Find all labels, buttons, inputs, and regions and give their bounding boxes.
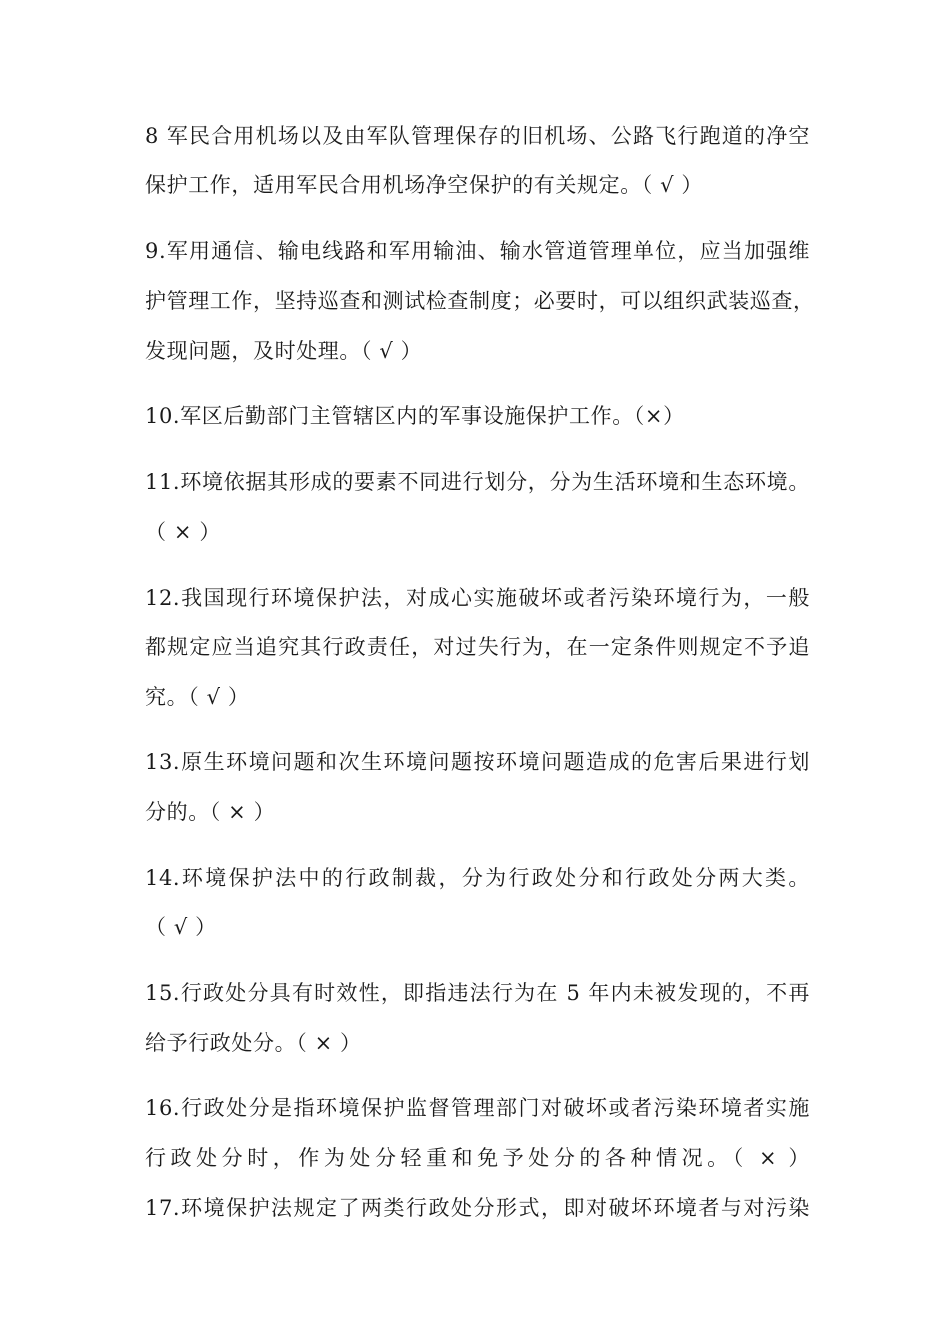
text-line: 17.环境保护法规定了两类行政处分形式，即对破坏环境者与对污染: [145, 1196, 810, 1220]
text-line: 10.军区后勤部门主管辖区内的军事设施保护工作。（×）: [145, 404, 685, 428]
text-line: 12.我国现行环境保护法，对成心实施破坏或者污染环境行为，一般: [145, 586, 810, 610]
text-line: 给予行政处分。（ × ）: [145, 1031, 362, 1055]
text-line: （ √ ）: [145, 915, 217, 939]
text-line: 16.行政处分是指环境保护监督管理部门对破坏或者污染环境者实施: [145, 1096, 810, 1120]
text-line: 发现问题，及时处理。（ √ ）: [145, 339, 423, 363]
text-line: 11.环境依据其形成的要素不同进行划分，分为生活环境和生态环境。: [145, 470, 810, 494]
text-line: 8 军民合用机场以及由军队管理保存的旧机场、公路飞行跑道的净空: [145, 124, 810, 148]
text-line: 保护工作，适用军民合用机场净空保护的有关规定。（ √ ）: [145, 173, 704, 197]
text-line: 分的。（ × ）: [145, 800, 276, 824]
text-line: 15.行政处分具有时效性，即指违法行为在 5 年内未被发现的，不再: [145, 981, 810, 1005]
text-line: 究。（ √ ）: [145, 685, 250, 709]
text-line: 14.环境保护法中的行政制裁，分为行政处分和行政处分两大类。: [145, 866, 810, 890]
text-line: 9.军用通信、输电线路和军用输油、输水管道管理单位，应当加强维: [145, 239, 810, 263]
text-line: （ × ）: [145, 520, 221, 544]
text-line: 护管理工作，坚持巡查和测试检查制度；必要时，可以组织武装巡查，: [145, 289, 815, 313]
text-line: 都规定应当追究其行政责任，对过失行为，在一定条件则规定不予追: [145, 635, 810, 659]
text-line: 行政处分时，作为处分轻重和免予处分的各种情况。（ × ）: [145, 1146, 810, 1170]
text-line: 13.原生环境问题和次生环境问题按环境问题造成的危害后果进行划: [145, 750, 810, 774]
